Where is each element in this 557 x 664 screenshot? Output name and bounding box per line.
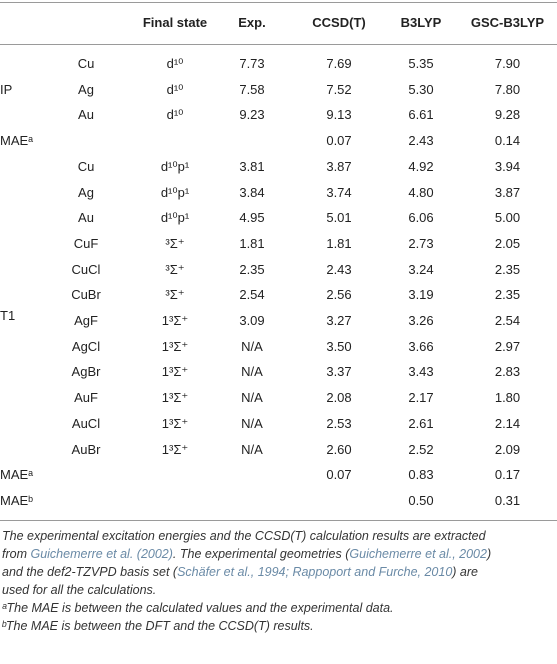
b3lyp-cell: 2.61 [408,415,434,431]
note-text: and the def2-TZVPD basis set ( [2,565,178,579]
gsc-b3lyp-cell: 1.80 [494,390,521,406]
b3lyp-cell: 6.61 [408,107,434,123]
b3lyp-cell: 5.35 [408,56,434,71]
gsc-b3lyp-cell: 2.35 [494,287,521,303]
header-b3lyp: B3LYP [400,15,442,30]
system-cell: AuBr [71,441,101,457]
ccsd-cell: 2.60 [326,441,352,457]
exp-cell: N/A [241,441,263,457]
ccsd-cell: 3.37 [326,364,352,380]
system-cell: Ag [78,184,94,200]
exp-cell: 7.58 [239,81,265,97]
exp-cell: 2.54 [239,287,265,303]
exp-cell: N/A [241,338,263,354]
final-state-cell: ³Σ⁺ [165,287,185,303]
system-cell: AgCl [71,338,101,354]
gsc-b3lyp-cell: 0.31 [494,492,521,508]
ccsd-cell: 2.53 [326,415,352,431]
final-state-cell: ³Σ⁺ [165,261,185,277]
b3lyp-cell: 3.26 [408,313,434,328]
row-label: MAEᵇ [0,492,34,508]
exp-cell: N/A [241,415,263,431]
system-cell: AgBr [71,364,101,380]
system-cell: AgF [74,313,98,328]
note-text: ) [486,547,492,561]
system-cell: CuF [73,235,99,251]
bottom-rule [0,520,557,521]
gsc-b3lyp-cell: 2.05 [494,235,521,251]
system-cell: AuF [74,390,98,406]
exp-cell: N/A [241,390,263,406]
ccsd-cell: 7.69 [326,56,352,71]
b3lyp-cell: 3.66 [408,338,434,354]
final-state-cell: d¹⁰ [166,56,184,71]
note-text: The experimental excitation energies and the CCSD(T) calculation results are extracted [2,529,486,543]
note-text: . The experimental geometries ( [172,547,350,561]
row-label: MAEᵃ [0,133,34,149]
header-exp: Exp. [238,15,266,30]
header-gsc-b3lyp: GSC-B3LYP [470,15,545,30]
final-state-cell: 1³Σ⁺ [161,415,189,431]
ccsd-cell: 1.81 [326,235,352,251]
b3lyp-cell: 6.06 [408,210,434,226]
system-cell: Au [78,107,94,123]
b3lyp-cell: 3.24 [408,261,434,277]
exp-cell: 7.73 [239,56,265,71]
system-cell: Ag [78,81,94,97]
note-text: ) are [452,565,478,579]
final-state-cell: 1³Σ⁺ [161,390,189,406]
header-final-state: Final state [142,15,208,30]
note-line [2,527,554,545]
gsc-b3lyp-cell: 0.14 [494,133,521,149]
gsc-b3lyp-cell: 2.09 [494,441,521,457]
final-state-cell: d¹⁰ [166,107,184,123]
ccsd-cell: 9.13 [326,107,352,123]
gsc-b3lyp-cell: 2.83 [494,364,521,380]
note-line [2,563,554,581]
system-cell: CuCl [71,261,101,277]
final-state-cell: d¹⁰p¹ [160,184,190,200]
final-state-cell: d¹⁰p¹ [160,210,190,226]
table-notes [2,527,554,635]
gsc-b3lyp-cell: 2.35 [494,261,521,277]
note-text: used for all the calculations. [2,583,157,597]
gsc-b3lyp-cell: 2.14 [494,415,521,431]
exp-cell: 9.23 [239,107,265,123]
citation-link[interactable]: Guichemerre et al., 2002 [349,547,487,561]
gsc-b3lyp-cell: 0.17 [494,467,521,483]
system-cell: CuBr [71,287,101,303]
ccsd-cell: 3.50 [326,338,352,354]
b3lyp-cell: 2.17 [408,390,434,406]
b3lyp-cell: 3.19 [408,287,434,303]
b3lyp-cell: 3.43 [408,364,434,380]
note-line [2,581,554,599]
note-text: from [2,547,31,561]
footnote-b [2,617,554,635]
final-state-cell: ³Σ⁺ [165,235,185,251]
exp-cell: 3.81 [239,158,265,174]
footnote-a [2,599,554,617]
ccsd-cell: 3.27 [326,313,352,328]
ccsd-cell: 3.74 [326,184,352,200]
gsc-b3lyp-cell: 3.87 [494,184,521,200]
b3lyp-cell: 5.30 [408,81,434,97]
note-text: ᵇThe MAE is between the DFT and the CCSD(T) results. [2,619,314,633]
gsc-b3lyp-cell: 5.00 [494,210,521,226]
final-state-cell: 1³Σ⁺ [161,313,189,328]
ccsd-cell: 2.08 [326,390,352,406]
row-label: MAEᵃ [0,467,34,483]
b3lyp-cell: 2.73 [408,235,434,251]
b3lyp-cell: 4.80 [408,184,434,200]
gsc-b3lyp-cell: 3.94 [494,158,521,174]
ccsd-cell: 5.01 [326,210,352,226]
gsc-b3lyp-cell: 2.54 [494,313,521,328]
exp-cell: N/A [241,364,263,380]
exp-cell: 3.09 [239,313,265,328]
final-state-cell: 1³Σ⁺ [161,364,189,380]
system-cell: Cu [77,56,95,71]
final-state-cell: 1³Σ⁺ [161,441,189,457]
ccsd-cell: 0.07 [326,133,352,149]
ccsd-cell: 0.07 [326,467,352,483]
header-ccsd: CCSD(T) [312,15,366,30]
gsc-b3lyp-cell: 9.28 [494,107,521,123]
gsc-b3lyp-cell: 2.97 [494,338,521,354]
b3lyp-cell: 4.92 [408,158,434,174]
note-text: ᵃThe MAE is between the calculated values and the experimental data. [2,601,394,615]
b3lyp-cell: 0.83 [408,467,434,483]
b3lyp-cell: 2.43 [408,133,434,149]
final-state-cell: d¹⁰ [166,81,184,97]
ccsd-cell: 2.56 [326,287,352,303]
exp-cell: 3.84 [239,184,265,200]
final-state-cell: d¹⁰p¹ [160,158,190,174]
group-label-ip: IP [0,82,13,97]
note-line [2,545,554,563]
header-rule [0,44,557,45]
ccsd-cell: 7.52 [326,81,352,97]
group-label-t1: T1 [0,308,16,323]
ccsd-cell: 3.87 [326,158,352,174]
citation-link[interactable]: Schäfer et al., 1994; Rappoport and Furche, 2010 [177,565,453,579]
b3lyp-cell: 2.52 [408,441,434,457]
system-cell: AuCl [71,415,101,431]
b3lyp-cell: 0.50 [408,492,434,508]
gsc-b3lyp-cell: 7.90 [494,56,521,71]
exp-cell: 1.81 [239,235,265,251]
exp-cell: 2.35 [239,261,265,277]
system-cell: Au [78,210,94,226]
system-cell: Cu [77,158,95,174]
top-rule [0,2,557,3]
final-state-cell: 1³Σ⁺ [161,338,189,354]
citation-link[interactable]: Guichemerre et al. (2002) [30,547,173,561]
exp-cell: 4.95 [239,210,265,226]
ccsd-cell: 2.43 [326,261,352,277]
gsc-b3lyp-cell: 7.80 [494,81,521,97]
